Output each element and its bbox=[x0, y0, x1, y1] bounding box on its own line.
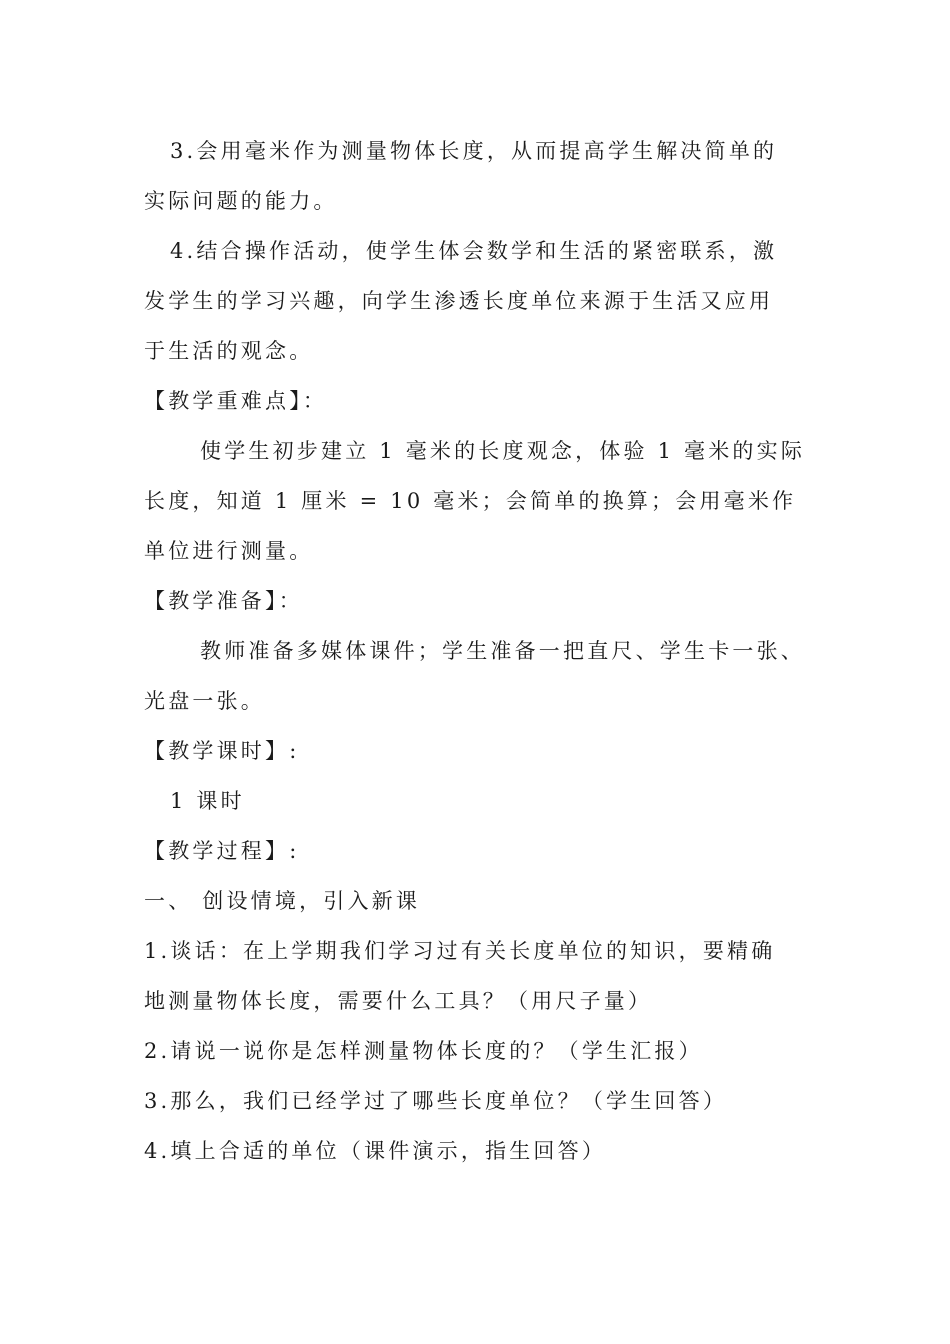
process-item-1-line-1: 1.谈话：在上学期我们学习过有关长度单位的知识，要精确 bbox=[144, 939, 776, 963]
process-step-1-heading: 一、 创设情境，引入新课 bbox=[144, 889, 421, 913]
preparation-line-1: 教师准备多媒体课件；学生准备一把直尺、学生卡一张、 bbox=[200, 639, 805, 663]
process-item-4: 4.填上合适的单位（课件演示，指生回答） bbox=[144, 1139, 607, 1163]
section-heading-process: 【教学过程】: bbox=[144, 839, 300, 863]
key-points-line-2: 长度，知道 1 厘米 = 10 毫米；会简单的换算；会用毫米作 bbox=[144, 489, 797, 513]
objective-4-line-3: 于生活的观念。 bbox=[144, 339, 314, 363]
section-heading-class-hours: 【教学课时】: bbox=[144, 739, 300, 763]
objective-3-line-2: 实际问题的能力。 bbox=[144, 189, 338, 213]
objective-3-line-1: 3.会用毫米作为测量物体长度，从而提高学生解决简单的 bbox=[170, 139, 778, 163]
preparation-line-2: 光盘一张。 bbox=[144, 689, 265, 713]
process-item-1-line-2: 地测量物体长度，需要什么工具？（用尺子量） bbox=[144, 989, 653, 1013]
objective-4-line-1: 4.结合操作活动，使学生体会数学和生活的紧密联系，激 bbox=[170, 239, 778, 263]
process-item-2: 2.请说一说你是怎样测量物体长度的？（学生汇报） bbox=[144, 1039, 703, 1063]
process-item-3: 3.那么，我们已经学过了哪些长度单位？（学生回答） bbox=[144, 1089, 728, 1113]
key-points-line-1: 使学生初步建立 1 毫米的长度观念，体验 1 毫米的实际 bbox=[200, 439, 806, 463]
section-heading-preparation: 【教学准备】： bbox=[144, 589, 303, 613]
class-hours-value: 1 课时 bbox=[170, 789, 245, 813]
section-heading-key-points: 【教学重难点】： bbox=[144, 389, 328, 413]
key-points-line-3: 单位进行测量。 bbox=[144, 539, 314, 563]
objective-4-line-2: 发学生的学习兴趣，向学生渗透长度单位来源于生活又应用 bbox=[144, 289, 774, 313]
